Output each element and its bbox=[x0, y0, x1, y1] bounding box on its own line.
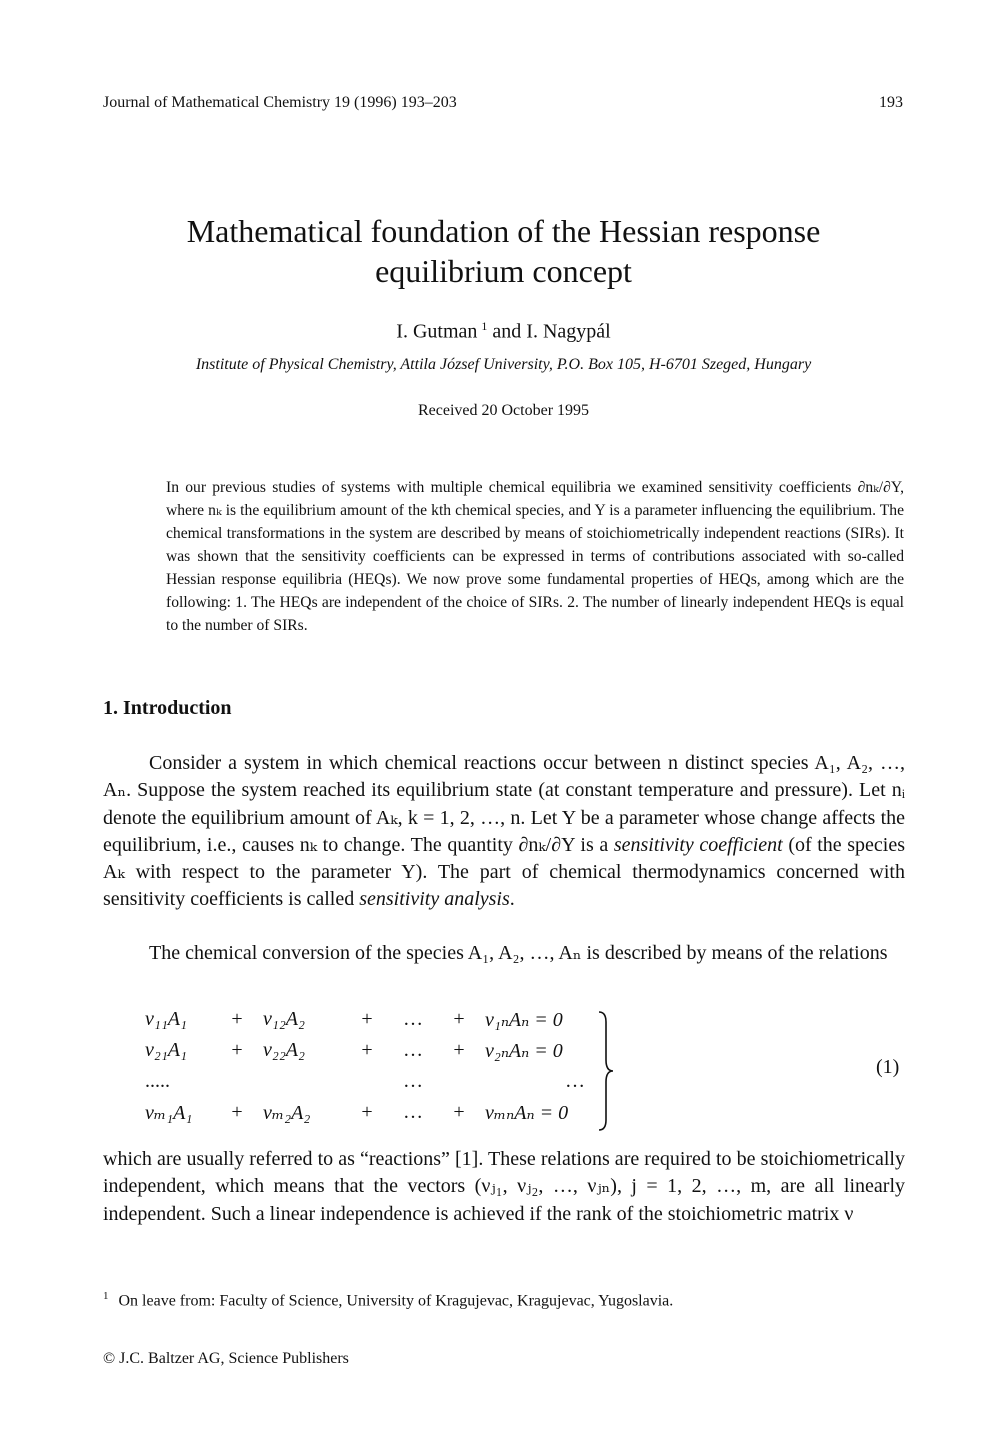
right-brace-icon bbox=[597, 1010, 615, 1132]
page-number: 193 bbox=[879, 94, 903, 111]
title-line-2: equilibrium concept bbox=[375, 253, 632, 289]
eq-term: νₘ₂A₂ bbox=[263, 1102, 311, 1124]
eq-term: ν₂₁A₁ bbox=[145, 1039, 187, 1061]
copyright: © J.C. Baltzer AG, Science Publishers bbox=[103, 1350, 349, 1367]
section-heading: 1. Introduction bbox=[103, 697, 232, 719]
eq-plus: + bbox=[361, 1008, 373, 1030]
eq-plus: + bbox=[231, 1039, 243, 1061]
received-date: Received 20 October 1995 bbox=[417, 402, 590, 419]
equation-row bbox=[145, 1066, 599, 1097]
author-gutman: I. Gutman bbox=[396, 320, 478, 343]
eq-term bbox=[263, 1066, 341, 1097]
footnote-text: On leave from: Faculty of Science, University of Kragujevac, Kragujevac, Yugoslavia. bbox=[118, 1292, 674, 1310]
title-line-1: Mathematical foundation of the Hessian response bbox=[186, 213, 821, 249]
equation-row bbox=[145, 1004, 599, 1035]
eq-term: … bbox=[565, 1070, 585, 1092]
eq-term: ν₁₁A₁ bbox=[145, 1008, 187, 1030]
eq-dots: … bbox=[403, 1101, 423, 1123]
intro-paragraph-2: The chemical conversion of the species A₁, A₂, …, Aₙ is described by means of the relations bbox=[149, 942, 888, 964]
author-connector: and bbox=[492, 320, 522, 343]
eq-term: νₘₙAₙ = 0 bbox=[485, 1102, 569, 1124]
eq-term: ..... bbox=[145, 1070, 170, 1092]
eq-plus: + bbox=[453, 1101, 465, 1123]
author-footnote-mark: 1 bbox=[481, 319, 488, 333]
eq-term: νₘ₁A₁ bbox=[145, 1102, 193, 1124]
eq-plus: + bbox=[361, 1039, 373, 1061]
journal-citation: Journal of Mathematical Chemistry 19 (1996) 193–203 bbox=[103, 94, 457, 111]
eq-term: ν₁ₙAₙ = 0 bbox=[485, 1009, 563, 1031]
footnote bbox=[103, 1290, 673, 1310]
para1-text-a: Consider a system in which chemical reactions occur between n distinct species A₁, A₂, …, Aₙ. Suppose the system reached its equilibrium state (at constant temperature and pressure). Let nᵢ denote the equilibrium amount of Aₖ, k = 1, 2, …, n. Let Y be a parameter whose change affects the equilibrium, i.e., causes nₖ to change. The quantity ∂nₖ/∂Y is a bbox=[103, 752, 905, 856]
eq-plus: + bbox=[361, 1101, 373, 1123]
author-list bbox=[0, 319, 1007, 344]
term-sensitivity-analysis: sensitivity analysis bbox=[359, 888, 510, 911]
eq-dots: … bbox=[403, 1039, 423, 1061]
footnote-mark: 1 bbox=[103, 1290, 109, 1302]
equation-number: (1) bbox=[876, 1056, 900, 1078]
affiliation: Institute of Physical Chemistry, Attila József University, P.O. Box 105, H-6701 Szeged, Hungary bbox=[195, 356, 812, 373]
equation-system bbox=[145, 1004, 905, 1134]
para1-text-b: (of the species Aₖ with respect to the parameter Y). The part of chemical thermodynamics concerned with sensitivity coefficients is called bbox=[103, 833, 906, 911]
para1-end: . bbox=[509, 888, 515, 911]
paper-title bbox=[0, 211, 1007, 291]
eq-plus: + bbox=[453, 1039, 465, 1061]
equation-row bbox=[145, 1035, 599, 1066]
intro-paragraph-1 bbox=[103, 750, 905, 914]
eq-term: ν₂ₙAₙ = 0 bbox=[485, 1040, 563, 1062]
eq-plus: + bbox=[231, 1008, 243, 1030]
eq-term: ν₂₂A₂ bbox=[263, 1039, 305, 1061]
equation-row bbox=[145, 1097, 599, 1128]
abstract: In our previous studies of systems with multiple chemical equilibria we examined sensitivity coefficients ∂nₖ/∂Y, where nₖ is the equilibrium amount of the kth chemical species, and Y is a parameter influencing the equilibrium. The chemical transformations in the system are described by means of stoichiometrically independent reactions (SIRs). It was shown that the sensitivity coefficients can be expressed in terms of contributions associated with so-called Hessian response equilibria (HEQs). We now prove some fundamental properties of HEQs, among which are the following: 1. The HEQs are independent of the choice of SIRs. 2. The number of linearly independent HEQs is equal to the number of SIRs. bbox=[166, 479, 904, 634]
eq-plus: + bbox=[231, 1101, 243, 1123]
term-sensitivity-coefficient: sensitivity coefficient bbox=[613, 833, 783, 856]
eq-plus: + bbox=[453, 1008, 465, 1030]
author-nagypal: I. Nagypál bbox=[526, 320, 611, 343]
intro-paragraph-3: which are usually referred to as “reactions” [1]. These relations are required to be stoichiometrically independent, which means that the vectors (νⱼ₁, νⱼ₂, …, νⱼₙ), j = 1, 2, …, m, are all linearly independent. Such a linear independence is achieved if the rank of the stoichiometric matrix ν bbox=[103, 1148, 905, 1225]
eq-dots: … bbox=[403, 1070, 423, 1092]
eq-term: ν₁₂A₂ bbox=[263, 1008, 305, 1030]
equation-table bbox=[145, 1004, 599, 1128]
eq-dots: … bbox=[403, 1008, 423, 1030]
